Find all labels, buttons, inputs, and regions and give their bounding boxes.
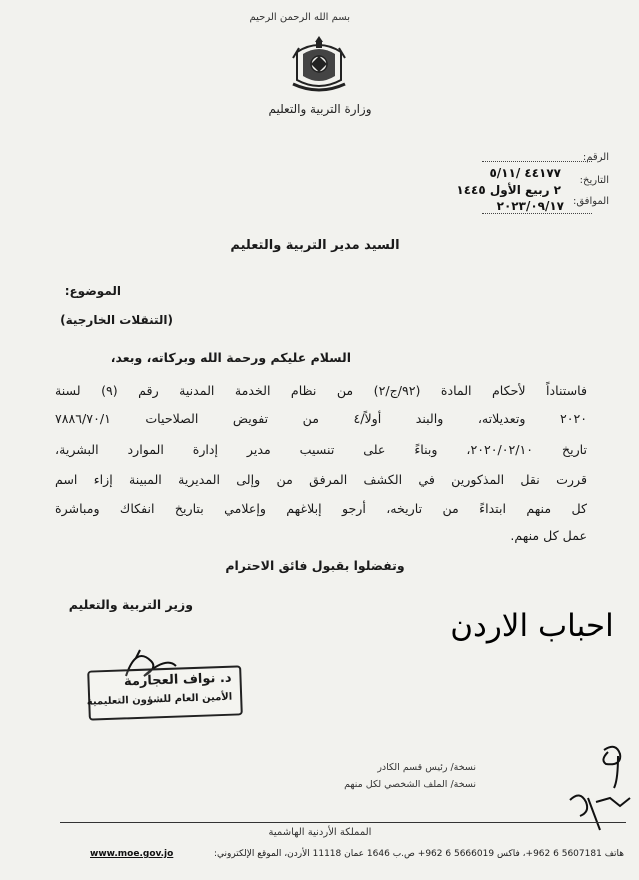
stamp-title: الأمين العام للشؤون التعليمية: [86, 691, 233, 708]
footer-divider: [60, 822, 626, 823]
stamp-name: د. نواف العجارمة: [123, 670, 232, 690]
body-line-1: فاستناداً لأحكام المادة (٩٢/ج/٢) من نظام الخدمة المدنية رقم (٩) لسنة: [55, 383, 587, 398]
copy-line-1: نسخة/ رئيس قسم الكادر: [377, 762, 476, 773]
handwritten-annotation: [560, 740, 639, 840]
official-stamp: [87, 665, 243, 720]
body-line-3: تاريخ ٢٠٢٠/٠٢/١٠، وبناءً على تنسيب مدير إدارة الموارد البشرية،: [55, 442, 588, 457]
reference-date-label: التاريخ:: [579, 175, 609, 186]
greeting: السلام عليكم ورحمة الله وبركاته، وبعد،: [110, 350, 351, 365]
footer-website-link[interactable]: www.moe.gov.jo: [90, 849, 174, 859]
reference-corresponding-value: ٢٠٢٣/٠٩/١٧: [496, 199, 564, 213]
coat-of-arms-icon: [289, 34, 349, 96]
reference-number-line: [482, 160, 592, 162]
closing-line: وتفضلوا بقبول فائق الاحترام: [225, 558, 405, 573]
subject-text: (التنقلات الخارجية): [60, 313, 173, 327]
addressee: السيد مدير التربية والتعليم: [230, 238, 400, 253]
body-line-2: ٢٠٢٠ وتعديلاته، والبند أولاً/٤ من تفويض الصلاحيات ٧٨٨٦/٧٠/١: [55, 411, 587, 426]
footer-contact: هاتف 5607181 6 962+، فاكس 5666019 6 962+ ص.ب 1646 عمان 11118 الأردن، الموقع الإلكتروني:: [213, 849, 624, 859]
reference-corresponding-line: [482, 212, 592, 214]
body-line-6: عمل كل منهم.: [510, 528, 587, 543]
basmala-header: بسم الله الرحمن الرحيم: [249, 12, 350, 23]
ministry-name: وزارة التربية والتعليم: [268, 102, 372, 116]
copy-line-2: نسخة/ الملف الشخصي لكل منهم: [344, 779, 476, 790]
reference-corresponding-label: الموافق:: [572, 196, 609, 207]
body-line-5: كل منهم ابتداءً من تاريخه، أرجو إبلاغهم وإعلامي بتاريخ انفكاك ومباشرة: [55, 501, 587, 516]
footer-kingdom: المملكة الأردنية الهاشمية: [268, 827, 372, 838]
reference-number-label: الرقم:: [582, 152, 609, 163]
subject-label: الموضوع:: [64, 284, 121, 298]
reference-date-value: ٢ ربيع الأول ١٤٤٥: [456, 183, 561, 197]
minister-title: وزير التربية والتعليم: [68, 597, 193, 612]
body-line-4: قررت نقل المذكورين في الكشف المرفق من وإلى المديرية المبينة إزاء اسم: [55, 472, 587, 487]
reference-number-value: ٤٤١٧٧ /٥/١١: [489, 166, 561, 180]
watermark-text: احباب الاردن: [450, 608, 614, 644]
